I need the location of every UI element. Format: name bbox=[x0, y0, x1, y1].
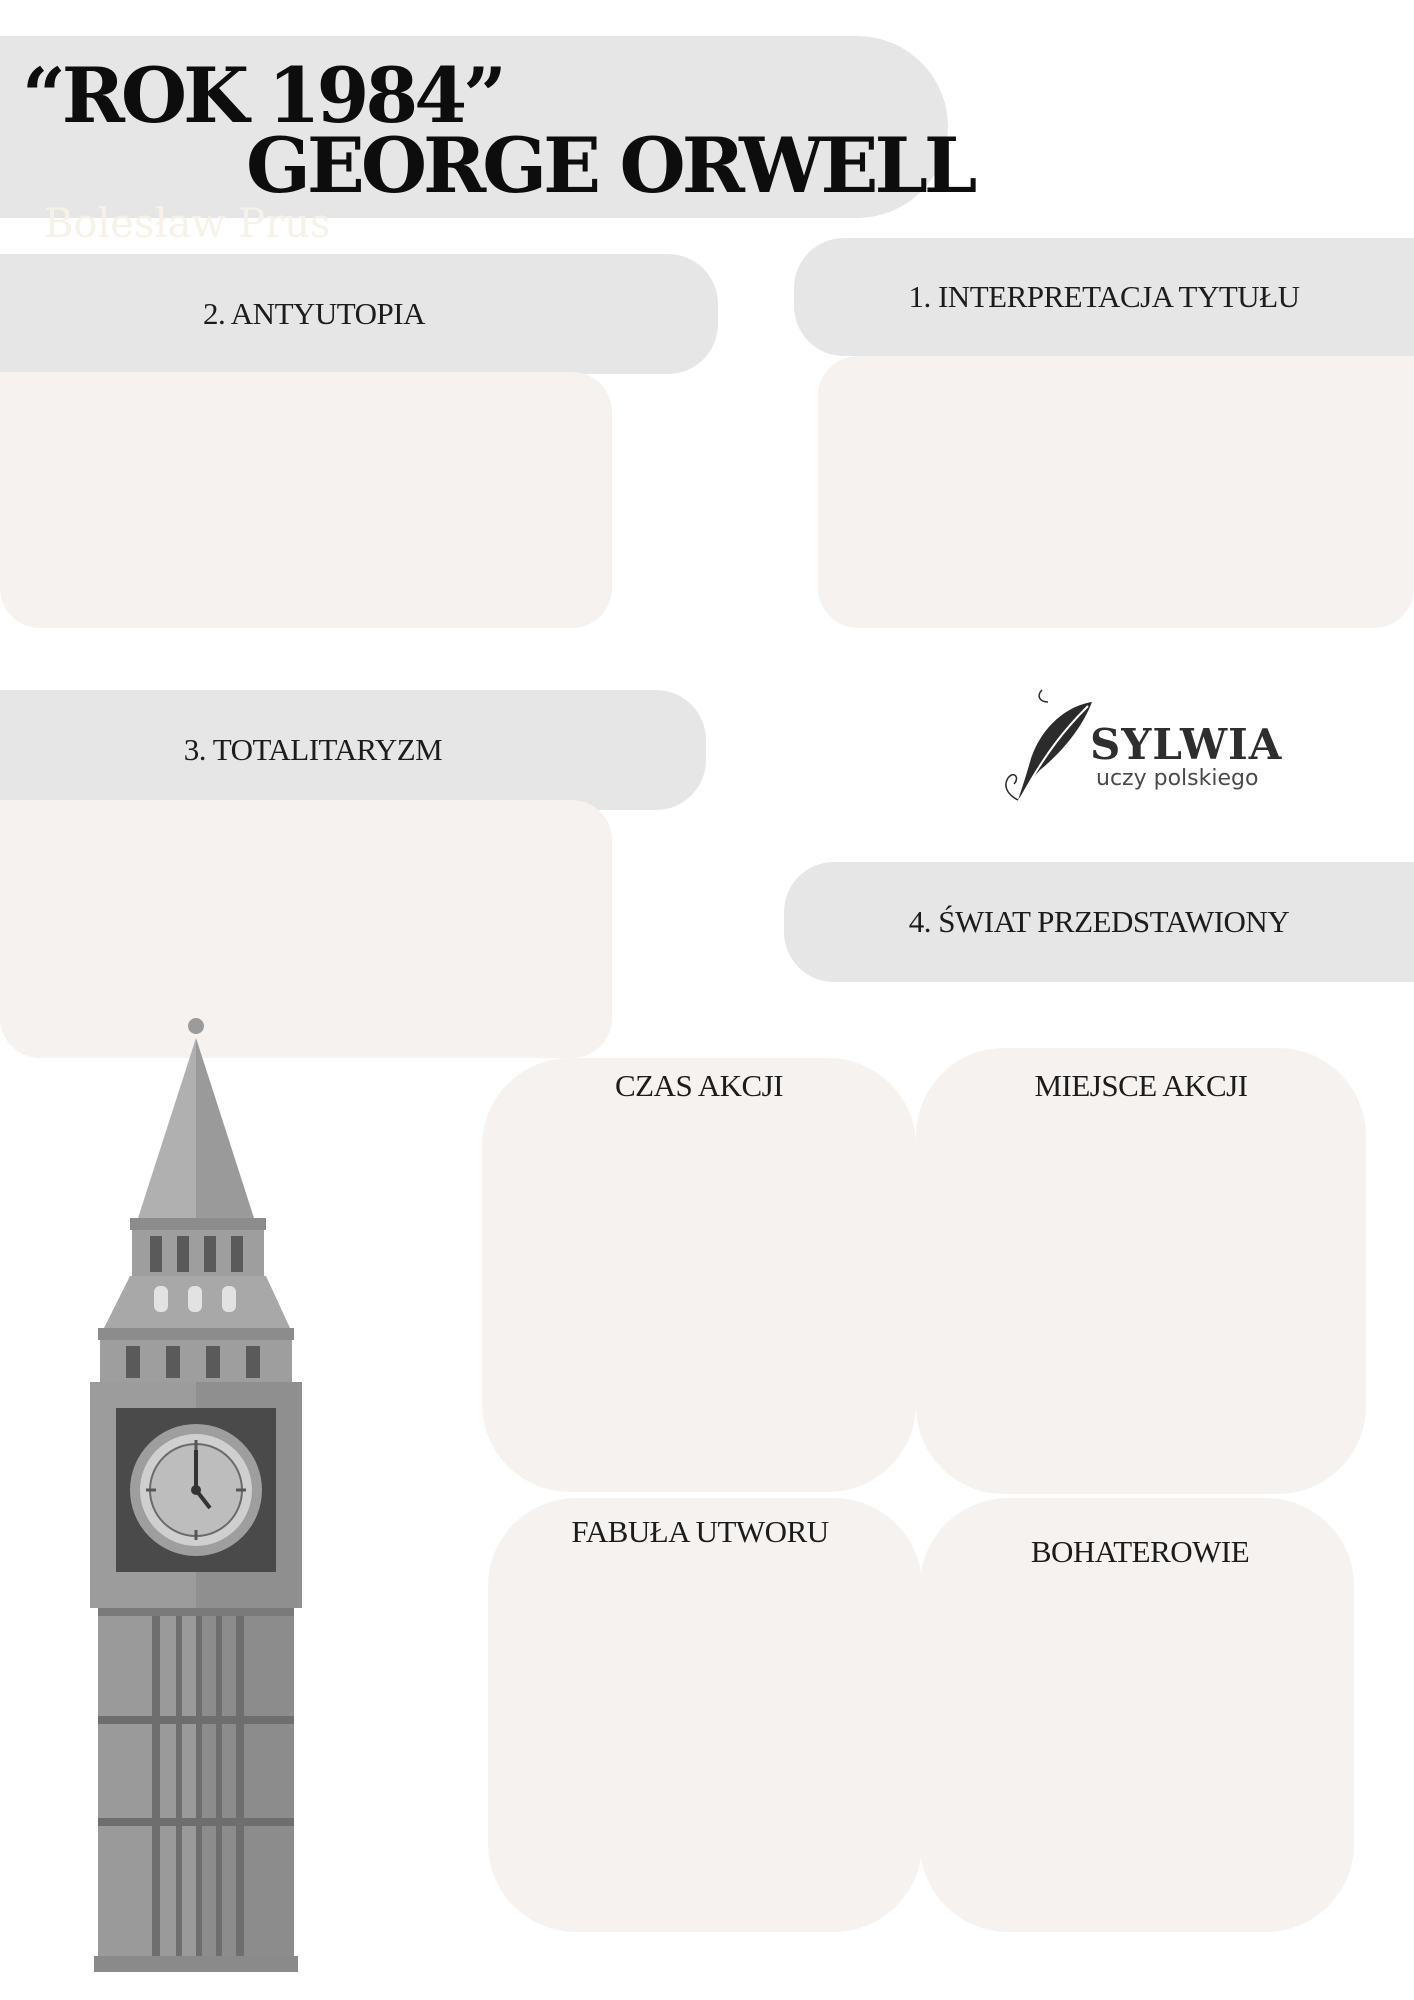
big-ben-clock-tower-icon bbox=[80, 1012, 320, 1974]
czas-akcji-label: CZAS AKCJI bbox=[614, 1068, 784, 1103]
logo bbox=[996, 688, 1286, 804]
czas-akcji-box[interactable] bbox=[482, 1058, 916, 1492]
logo-name: SYLWIA bbox=[1090, 720, 1283, 769]
section-label-swiat: 4. ŚWIAT PRZEDSTAWIONY bbox=[908, 904, 1290, 939]
antyutopia-answer-box[interactable] bbox=[0, 372, 612, 628]
section-header-totalitaryzm bbox=[0, 690, 706, 810]
section-label-interpretacja: 1. INTERPRETACJA TYTUŁU bbox=[908, 279, 1300, 314]
section-header-interpretacja bbox=[794, 238, 1414, 356]
section-label-totalitaryzm: 3. TOTALITARYZM bbox=[183, 732, 443, 767]
title-line-2: GEORGE ORWELL bbox=[246, 121, 974, 210]
ghost-author-text: Bolesław Prus bbox=[44, 201, 331, 247]
interpretacja-answer-box[interactable] bbox=[818, 356, 1414, 628]
fabula-utworu-label: FABUŁA UTWORU bbox=[571, 1514, 829, 1549]
title-line-1: “ROK 1984” bbox=[22, 51, 503, 140]
section-header-antyutopia bbox=[0, 254, 718, 374]
logo-tagline: uczy polskiego bbox=[1096, 766, 1259, 791]
bohaterowie-label: BOHATEROWIE bbox=[1030, 1534, 1250, 1569]
fabula-utworu-box[interactable] bbox=[488, 1498, 922, 1932]
miejsce-akcji-label: MIEJSCE AKCJI bbox=[1034, 1068, 1248, 1103]
section-label-antyutopia: 2. ANTYUTOPIA bbox=[203, 296, 425, 331]
section-header-swiat bbox=[784, 862, 1414, 982]
feather-quill-icon bbox=[996, 688, 1096, 804]
miejsce-akcji-box[interactable] bbox=[916, 1048, 1366, 1494]
